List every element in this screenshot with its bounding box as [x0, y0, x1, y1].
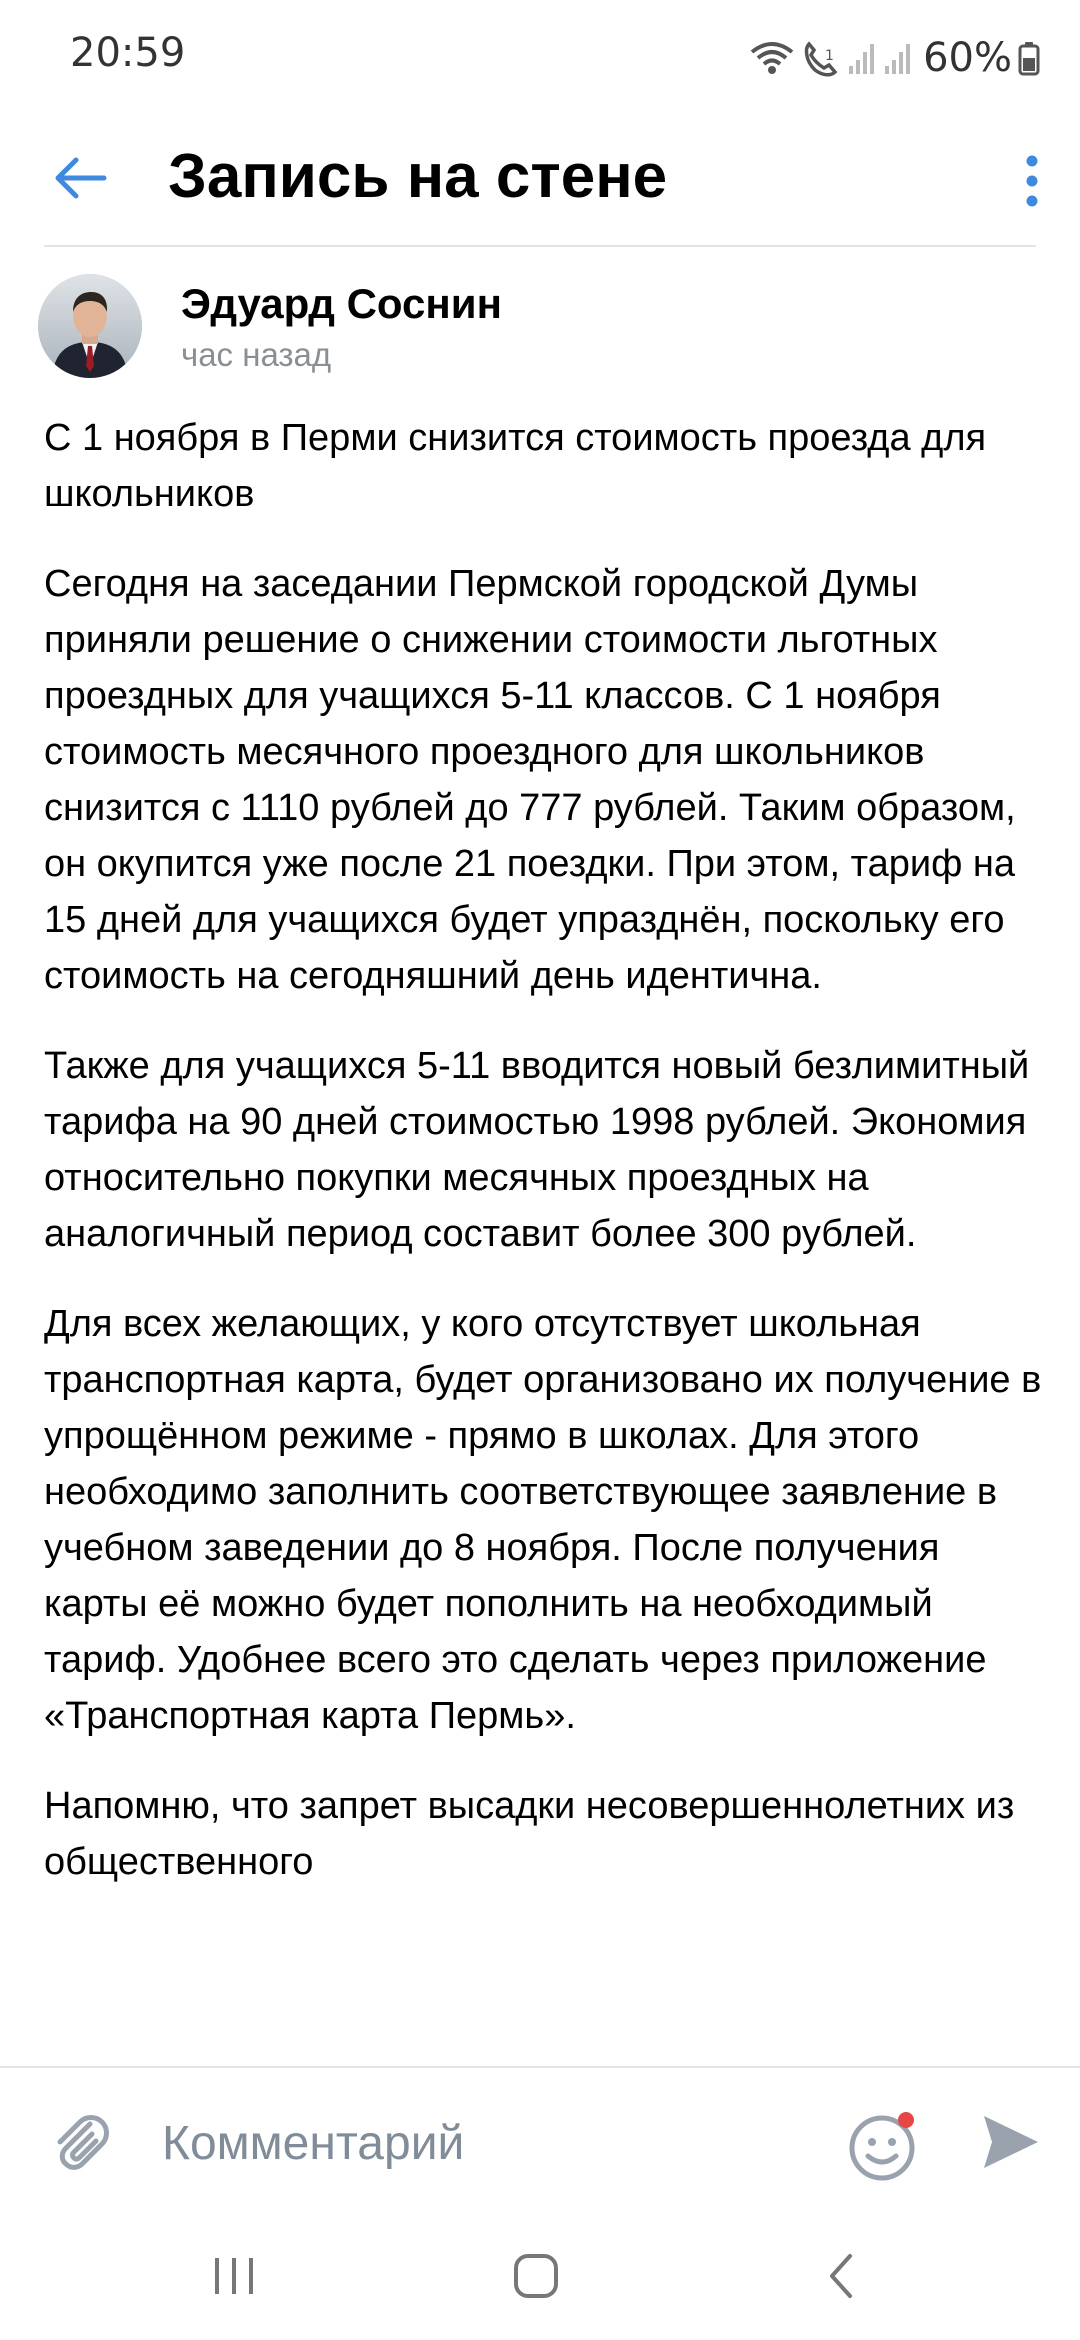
volte-icon [801, 38, 841, 78]
header-divider [44, 245, 1036, 247]
home-button[interactable] [496, 2238, 576, 2318]
smile-icon [846, 2171, 926, 2188]
wifi-calling-icon [749, 38, 795, 78]
more-options-button[interactable] [1002, 138, 1062, 228]
arrow-left-icon [52, 156, 108, 205]
send-icon [978, 2110, 1042, 2179]
app-header [0, 120, 1080, 246]
comment-bar [0, 2066, 1080, 2216]
battery-icon [1018, 38, 1040, 78]
recent-apps-button[interactable] [194, 2238, 274, 2318]
comment-input[interactable] [162, 2108, 812, 2178]
status-time: 20:59 [70, 30, 186, 76]
post-paragraph: Также для учащихся 5-11 вводится новый безлимитный тарифа на 90 дней стоимостью 1998 рублей. Экономия относительно покупки месячных проездных на аналогичный период составит более 300 рублей. [44, 1045, 1030, 1255]
post-paragraph: Для всех желающих, у кого отсутствует школьная транспортная карта, будет организовано их получение в упрощённом режиме - прямо в школах. Для этого необходимо заполнить соответствующее заявление в учебном заведении до 8 ноября. После получения карты её можно будет пополнить на необходимый тариф. Удобнее всего это сделать через приложение «Транспортная карта Пермь». [44, 1303, 1042, 1737]
attach-button[interactable] [40, 2104, 120, 2184]
signal-icon [883, 38, 913, 78]
status-icons [749, 30, 1040, 86]
back-icon [824, 2252, 856, 2305]
recent-apps-icon [211, 2254, 257, 2303]
status-bar [0, 0, 1080, 120]
author-name[interactable]: Эдуард Соснин [181, 280, 502, 327]
post-text [44, 410, 1044, 2054]
post-author [38, 274, 1038, 384]
system-back-button[interactable] [800, 2238, 880, 2318]
post-paragraph: Сегодня на заседании Пермской городской Думы приняли решение о снижении стоимости льготных проездных для учащихся 5-11 классов. С 1 ноября стоимость месячного проездного для школьников снизится с 1110 рублей до 777 рублей. Таким образом, он окупится уже после 21 поездки. При этом, тариф на 15 дней для учащихся будет упразднён, поскольку его стоимость на сегодняшний день идентична. [44, 563, 1016, 997]
post-paragraph: С 1 ноября в Перми снизится стоимость проезда для школьников [44, 417, 987, 515]
paperclip-icon [50, 2110, 110, 2179]
page-title: Запись на стене [168, 142, 668, 211]
emoji-button[interactable] [846, 2104, 926, 2184]
home-icon [512, 2252, 560, 2305]
send-button[interactable] [972, 2106, 1048, 2182]
avatar[interactable] [38, 274, 142, 378]
svg-text:1: 1 [825, 48, 835, 64]
post-paragraph: Напомню, что запрет высадки несовершеннолетних из общественного [44, 1785, 1015, 1883]
battery-level: 60% [923, 35, 1012, 81]
more-vertical-icon [1024, 155, 1040, 212]
back-button[interactable] [40, 140, 120, 220]
system-nav-bar [0, 2216, 1080, 2340]
post-time: час назад [181, 336, 332, 373]
signal-icon [847, 38, 877, 78]
